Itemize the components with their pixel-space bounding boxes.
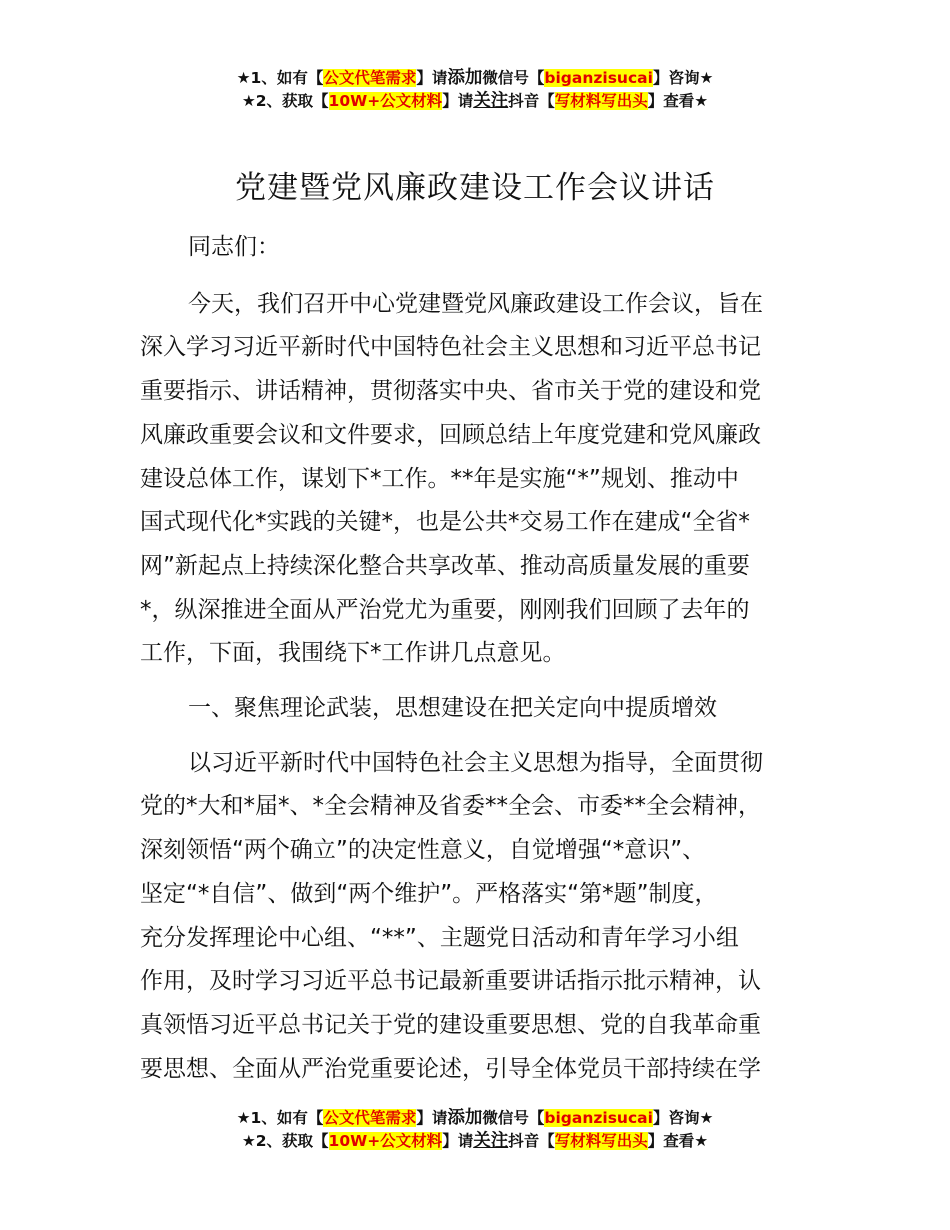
banner-text: 添加	[447, 1108, 483, 1128]
banner-text: 】查看★	[647, 1132, 709, 1150]
text-line: 网”新起点上持续深化整合共享改革、推动高质量发展的重要	[140, 552, 750, 579]
text-line: 建设总体工作，谋划下*工作。**年是实施“*”规划、推动中	[140, 465, 739, 492]
banner-text: 】查看★	[647, 92, 709, 110]
text-line: 今天，我们召开中心党建暨党风廉政建设工作会议，旨在	[188, 290, 763, 317]
text-line: 国式现代化*实践的关键*，也是公共*交易工作在建成“全省*	[140, 509, 750, 536]
text-line: 真领悟习近平总书记关于党的建设重要思想、党的自我革命重	[140, 1011, 761, 1038]
bottom-banner	[0, 1107, 950, 1153]
banner-text: ★2、获取【	[241, 92, 329, 110]
text-line: 党的*大和*届*、*全会精神及省委**全会、市委**全会精神，	[140, 793, 761, 820]
highlight-materials: 10W+公文材料	[328, 92, 443, 110]
banner-text: 】请	[416, 1109, 448, 1127]
banner-line-2	[0, 1130, 950, 1153]
highlight-ghostwriting: 公文代笔需求	[323, 69, 417, 87]
text-line: 以习近平新时代中国特色社会主义思想为指导，全面贯彻	[188, 749, 763, 776]
banner-text: 】咨询★	[652, 69, 714, 87]
highlight-douyin-account: 写材料写出头	[554, 92, 648, 110]
paragraph-2	[140, 742, 830, 1092]
text-line: 深刻领悟“两个确立”的决定性意义，自觉增强“*意识”、	[140, 837, 706, 864]
text-line: 风廉政重要会议和文件要求，回顾总结上年度党建和党风廉政	[140, 421, 761, 448]
banner-text: 】咨询★	[652, 1109, 714, 1127]
banner-text: ★2、获取【	[241, 1132, 329, 1150]
banner-text: 抖音【	[508, 1132, 555, 1150]
text-line: 作用，及时学习习近平总书记最新重要讲话指示批示精神，认	[140, 968, 761, 995]
section-heading-1: 一、聚焦理论武装，思想建设在把关定向中提质增效	[188, 695, 717, 722]
banner-text-follow: 关注	[473, 1131, 509, 1151]
document-body	[140, 226, 830, 1091]
banner-text: 微信号【	[482, 1109, 545, 1127]
banner-text: 】请	[442, 92, 474, 110]
greeting: 同志们：	[188, 234, 280, 260]
paragraph-1	[140, 283, 830, 676]
highlight-wechat-id: biganzisucai	[544, 69, 653, 87]
banner-text-follow: 关注	[473, 91, 509, 111]
document-title: 党建暨党风廉政建设工作会议讲话	[235, 170, 715, 206]
banner-text: ★1、如有【	[236, 69, 324, 87]
banner-text: 抖音【	[508, 92, 555, 110]
banner-line-1	[0, 1107, 950, 1130]
banner-text: 微信号【	[482, 69, 545, 87]
banner-line-2	[0, 90, 950, 113]
highlight-douyin-account: 写材料写出头	[554, 1132, 648, 1150]
text-line: 深入学习习近平新时代中国特色社会主义思想和习近平总书记	[140, 334, 761, 361]
banner-text: ★1、如有【	[236, 1109, 324, 1127]
top-banner	[0, 67, 950, 113]
text-line: 工作，下面，我围绕下*工作讲几点意见。	[140, 640, 566, 667]
text-line: *，纵深推进全面从严治党尤为重要，刚刚我们回顾了去年的	[140, 596, 750, 623]
banner-text: 】请	[416, 69, 448, 87]
highlight-wechat-id: biganzisucai	[544, 1109, 653, 1127]
highlight-materials: 10W+公文材料	[328, 1132, 443, 1150]
highlight-ghostwriting: 公文代笔需求	[323, 1109, 417, 1127]
text-line: 充分发挥理论中心组、“**”、主题党日活动和青年学习小组	[140, 924, 739, 951]
banner-line-1	[0, 67, 950, 90]
text-line: 坚定“*自信”、做到“两个维护”。严格落实“第*题”制度，	[140, 880, 718, 907]
text-line: 要思想、全面从严治党重要论述，引导全体党员干部持续在学	[140, 1055, 761, 1082]
banner-text: 添加	[447, 68, 483, 88]
banner-text: 】请	[442, 1132, 474, 1150]
text-line: 重要指示、讲话精神，贯彻落实中央、省市关于党的建设和党	[140, 378, 761, 405]
